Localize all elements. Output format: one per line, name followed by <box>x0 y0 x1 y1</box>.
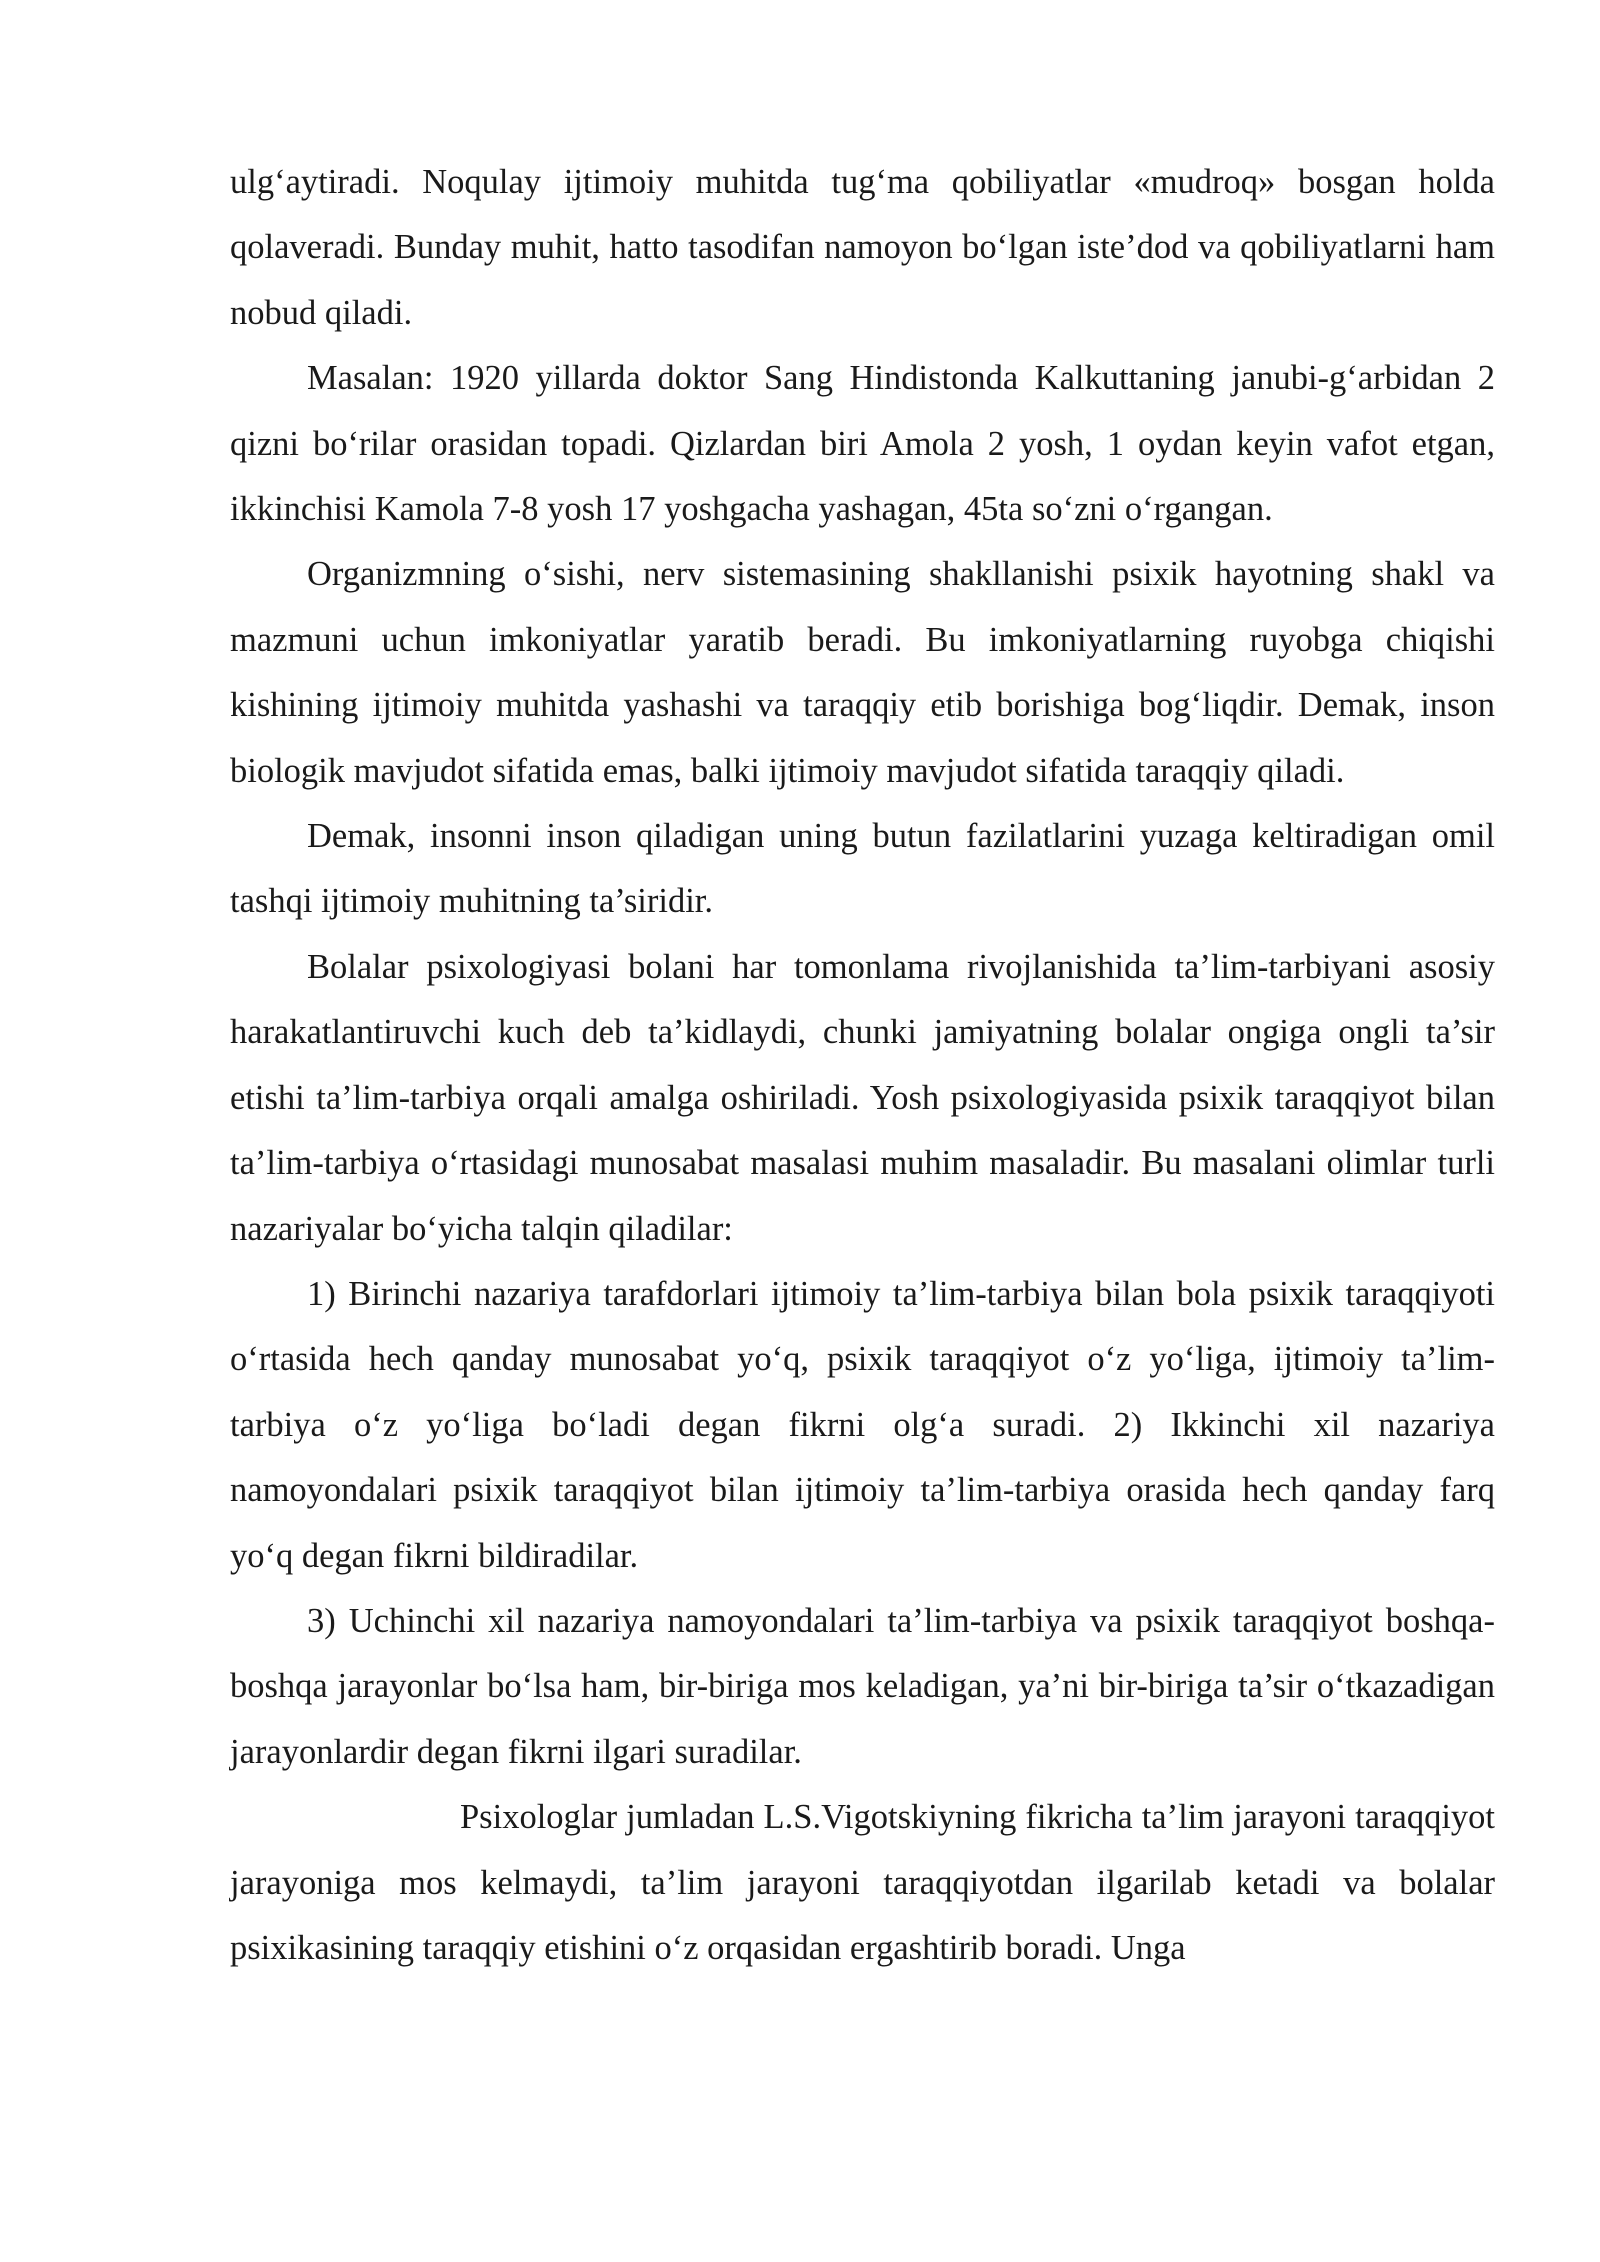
paragraph-5: Bolalar psixologiyasi bolani har tomonlama rivojlanishida ta’lim-tarbiyani asosiy harakatlantiruvchi kuch deb ta’kidlaydi, chunki jamiyatning bolalar ongiga ongli ta’sir etishi ta’lim-tarbiya orqali amalga oshiriladi. Yosh psixologiyasida psixik taraqqiyot bilan ta’lim-tarbiya o‘rtasidagi munosabat masalasi muhim masaladir. Bu masalani olimlar turli nazariyalar bo‘yicha talqin qiladilar: <box>230 947 1495 1248</box>
paragraph-3: Organizmning o‘sishi, nerv sistemasining shakllanishi psixik hayotning shakl va mazmuni uchun imkoniyatlar yaratib beradi. Bu imkoniyatlarning ruyobga chiqishi kishining ijtimoiy muhitda yashashi va taraqqiy etib borishiga bog‘liqdir. Demak, inson biologik mavjudot sifatida emas, balki ijtimoiy mavjudot sifatida taraqqiy qiladi. <box>230 555 1495 790</box>
paragraph-7: 3) Uchinchi xil nazariya namoyondalari ta’lim-tarbiya va psixik taraqqiyot boshqa-boshqa jarayonlar bo‘lsa ham, bir-biriga mos keladigan, ya’ni bir-biriga ta’sir o‘tkazadigan jarayonlardir degan fikrni ilgari suradilar. <box>230 1601 1495 1771</box>
paragraph-2: Masalan: 1920 yillarda doktor Sang Hindistonda Kalkuttaning janubi-g‘arbidan 2 qizni bo‘rilar orasidan topadi. Qizlardan biri Amola 2 yosh, 1 oydan keyin vafot etgan, ikkinchisi Kamola 7-8 yosh 17 yoshgacha yashagan, 45ta so‘zni o‘rgangan. <box>230 359 1495 529</box>
document-body <box>230 150 1495 1981</box>
paragraph-8: Psixologlar jumladan L.S.Vigotskiyning fikricha ta’lim jarayoni taraqqiyot jarayoniga mos kelmaydi, ta’lim jarayoni taraqqiyotdan ilgarilab ketadi va bolalar psixikasining taraqqiy etishini o‘z orqasidan ergashtirib boradi. Unga <box>230 1798 1495 1967</box>
paragraph-4: Demak, insonni inson qiladigan uning butun fazilatlarini yuzaga keltiradigan omil tashqi ijtimoiy muhitning ta’siridir. <box>230 817 1495 921</box>
paragraph-1: ulg‘aytiradi. Noqulay ijtimoiy muhitda tug‘ma qobiliyatlar «mudroq» bosgan holda qolaveradi. Bunday muhit, hatto tasodifan namoyon bo‘lgan iste’dod va qobiliyatlarni ham nobud qiladi. <box>230 163 1495 332</box>
paragraph-6: 1) Birinchi nazariya tarafdorlari ijtimoiy ta’lim-tarbiya bilan bola psixik taraqqiyoti o‘rtasida hech qanday munosabat yo‘q, psixik taraqqiyot o‘z yo‘liga, ijtimoiy ta’lim-tarbiya o‘z yo‘liga bo‘ladi degan fikrni olg‘a suradi. 2) Ikkinchi xil nazariya namoyondalari psixik taraqqiyot bilan ijtimoiy ta’lim-tarbiya orasida hech qanday farq yo‘q degan fikrni bildiradilar. <box>230 1274 1495 1575</box>
